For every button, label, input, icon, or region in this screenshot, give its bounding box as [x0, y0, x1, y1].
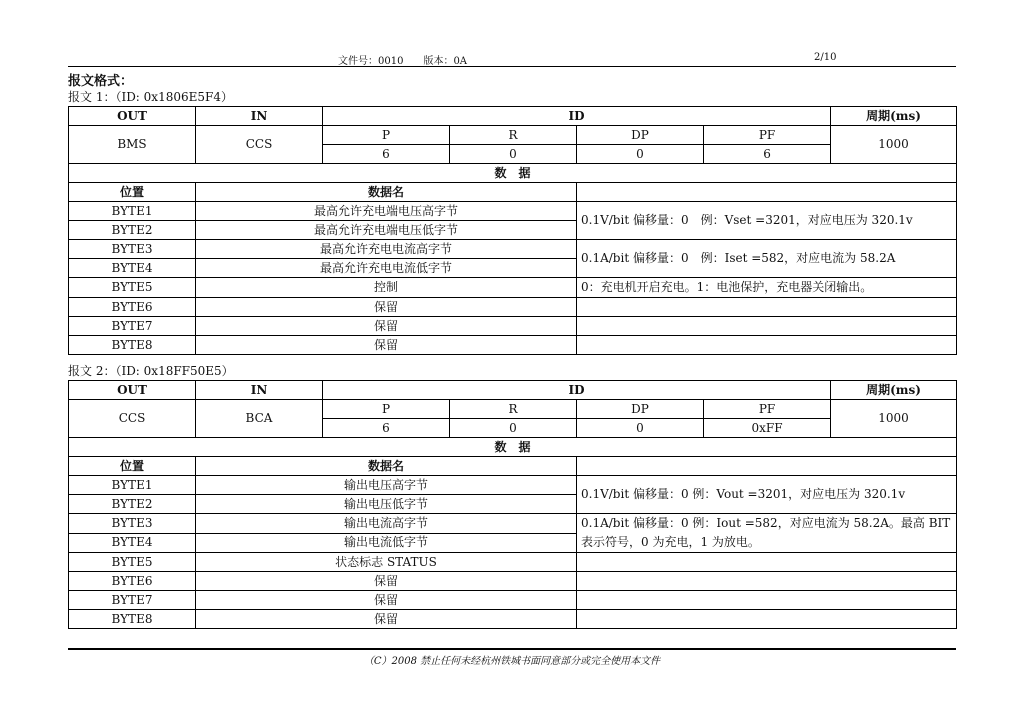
- period-header: 周期(ms): [831, 107, 957, 126]
- message-1-table: [68, 106, 957, 355]
- byte-description: 0.1A/bit 偏移量：0 例：Iset =582，对应电流为 58.2A: [577, 240, 957, 278]
- period-value: 1000: [831, 400, 957, 438]
- byte-name: 输出电流高字节: [196, 514, 577, 534]
- field-dp-value: 0: [577, 419, 704, 438]
- byte-name: 保留: [196, 610, 577, 629]
- description-header: [577, 183, 957, 202]
- byte-position: BYTE1: [69, 202, 196, 221]
- byte-description: 0：充电机开启充电。1：电池保护，充电器关闭输出。: [577, 278, 957, 298]
- byte-name: 保留: [196, 591, 577, 610]
- byte-description: [577, 610, 957, 629]
- page-header: [68, 48, 956, 67]
- byte-name: 最高允许充电端电压高字节: [196, 202, 577, 221]
- byte-position: BYTE8: [69, 610, 196, 629]
- byte-description: [577, 317, 957, 336]
- byte-name: 最高允许充电电流低字节: [196, 259, 577, 278]
- section-title: 报文格式：: [68, 74, 134, 89]
- out-value: CCS: [69, 400, 196, 438]
- byte-name: 状态标志 STATUS: [196, 553, 577, 572]
- byte-description: [577, 298, 957, 317]
- in-header: IN: [196, 107, 323, 126]
- position-header: 位置: [69, 457, 196, 476]
- field-pf-value: 0xFF: [704, 419, 831, 438]
- out-header: OUT: [69, 381, 196, 400]
- byte-position: BYTE3: [69, 514, 196, 534]
- message-1-title: 报文 1：（ID: 0x1806E5F4）: [68, 90, 233, 104]
- data-header: 数 据: [69, 438, 957, 457]
- byte-name: 输出电流低字节: [196, 533, 577, 553]
- byte-name: 输出电压高字节: [196, 476, 577, 495]
- field-p-value: 6: [323, 145, 450, 164]
- copyright-footer: （C）2008 禁止任何未经杭州铁城书面同意部分或完全使用本文件: [68, 648, 956, 667]
- byte-position: BYTE2: [69, 221, 196, 240]
- byte-name: 控制: [196, 278, 577, 298]
- in-value: CCS: [196, 126, 323, 164]
- message-2-title: 报文 2：（ID: 0x18FF50E5）: [68, 364, 234, 378]
- out-header: OUT: [69, 107, 196, 126]
- byte-name: 最高允许充电端电压低字节: [196, 221, 577, 240]
- field-r-value: 0: [450, 419, 577, 438]
- message-2-table: [68, 380, 957, 629]
- data-name-header: 数据名: [196, 457, 577, 476]
- in-header: IN: [196, 381, 323, 400]
- position-header: 位置: [69, 183, 196, 202]
- byte-position: BYTE5: [69, 278, 196, 298]
- byte-position: BYTE3: [69, 240, 196, 259]
- doc-number: 文件号：0010 版本：0A: [338, 56, 468, 67]
- byte-position: BYTE8: [69, 336, 196, 355]
- byte-position: BYTE7: [69, 591, 196, 610]
- field-r: R: [450, 400, 577, 419]
- byte-description: 0.1V/bit 偏移量：0 例：Vout =3201，对应电压为 320.1v: [577, 476, 957, 514]
- byte-description: [577, 336, 957, 355]
- byte-name: 保留: [196, 317, 577, 336]
- in-value: BCA: [196, 400, 323, 438]
- byte-position: BYTE2: [69, 495, 196, 514]
- field-p: P: [323, 126, 450, 145]
- byte-position: BYTE5: [69, 553, 196, 572]
- field-pf: PF: [704, 400, 831, 419]
- field-dp: DP: [577, 126, 704, 145]
- byte-position: BYTE1: [69, 476, 196, 495]
- field-dp: DP: [577, 400, 704, 419]
- field-pf-value: 6: [704, 145, 831, 164]
- byte-position: BYTE7: [69, 317, 196, 336]
- id-header: ID: [323, 107, 831, 126]
- description-header: [577, 457, 957, 476]
- byte-position: BYTE6: [69, 298, 196, 317]
- byte-position: BYTE4: [69, 533, 196, 553]
- byte-description: [577, 572, 957, 591]
- byte-description: 0.1V/bit 偏移量：0 例：Vset =3201，对应电压为 320.1v: [577, 202, 957, 240]
- page-number: 2/10: [814, 52, 837, 63]
- out-value: BMS: [69, 126, 196, 164]
- byte-description: [577, 591, 957, 610]
- data-header: 数 据: [69, 164, 957, 183]
- field-p-value: 6: [323, 419, 450, 438]
- data-name-header: 数据名: [196, 183, 577, 202]
- period-value: 1000: [831, 126, 957, 164]
- period-header: 周期(ms): [831, 381, 957, 400]
- field-r: R: [450, 126, 577, 145]
- byte-position: BYTE4: [69, 259, 196, 278]
- byte-name: 保留: [196, 298, 577, 317]
- field-r-value: 0: [450, 145, 577, 164]
- field-pf: PF: [704, 126, 831, 145]
- byte-name: 最高允许充电电流高字节: [196, 240, 577, 259]
- byte-position: BYTE6: [69, 572, 196, 591]
- byte-name: 保留: [196, 336, 577, 355]
- field-dp-value: 0: [577, 145, 704, 164]
- field-p: P: [323, 400, 450, 419]
- id-header: ID: [323, 381, 831, 400]
- byte-name: 输出电压低字节: [196, 495, 577, 514]
- byte-description: 0.1A/bit 偏移量：0 例：Iout =582，对应电流为 58.2A。最高 BIT 表示符号，0 为充电，1 为放电。: [577, 514, 957, 553]
- byte-description: [577, 553, 957, 572]
- byte-name: 保留: [196, 572, 577, 591]
